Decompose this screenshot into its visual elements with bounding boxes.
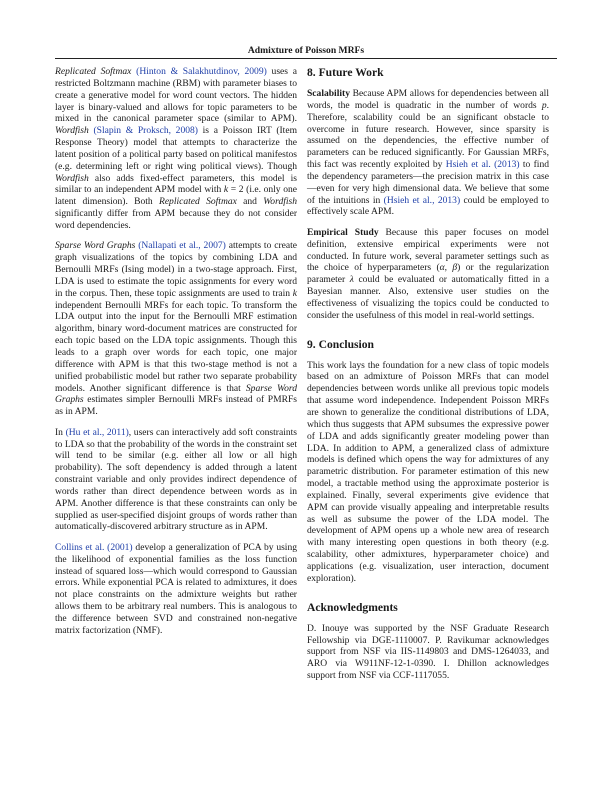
left-column	[55, 66, 297, 645]
math: λ	[349, 274, 354, 286]
text: could be evaluated or automatically fitted in a Bayesian manner. Also, extensive user studies on the effectiveness of visualizing the topics could be conducted to consider the usefulness of this model in real-world settings.	[307, 274, 549, 321]
text: is a Poisson IRT (Item Response Theory) model that attempts to characterize the latent position of a political party based on political manifestos (e.g. determining left or right wing political views). Though	[55, 125, 297, 172]
text: independent Bernoulli MRFs for each topic. To transform the LDA output into the input for the Bernoulli MRF estimation algorithm, binary word-document matrices are constructed for each topic based on the LDA topic assignments. Though this leads to a graph over words for each topic, one major difference with APM is that this two-stage method is not a unified probabilistic model but rather two separate probability models. Another significant difference is that	[55, 299, 297, 394]
paragraph-heading: Empirical Study	[307, 226, 379, 238]
text: = 2 (i.e. only one latent dimension). Both	[55, 184, 297, 208]
text: , users can interactively add soft constraints to LDA so that the probability of the words in the constraint set will tend to be similar (e.g. either all low or all high probability). The soft dependency is added through a latent constraint variable and only provides indirect dependence of words rather than direct dependence between words as in APM. Another difference is that these constraints can only be supplied as user-specified disjoint groups of words rather than automatically-discovered arbitrary structure as in APM.	[55, 426, 297, 533]
text: attempts to create graph visualizations of the topics by combining LDA and Bernoulli MRFs (Ising model) in a two-stage approach. First, LDA is used to estimate the topic assignments for every word in the corpus. Then, these topic assignments are used to train	[55, 240, 298, 299]
citation-link[interactable]: (Hinton & Salakhutdinov, 2009)	[136, 66, 267, 77]
citation-link[interactable]: (Nallapati et al., 2007)	[138, 240, 226, 252]
citation-link[interactable]: (Hu et al., 2011)	[65, 426, 129, 438]
text: In	[55, 426, 66, 438]
paragraph-scalability	[307, 88, 549, 218]
text: Because APM allows for dependencies between all words, the model is quadratic in the number of words	[307, 88, 549, 111]
text: and	[236, 196, 264, 208]
term: Replicated Softmax	[55, 66, 132, 77]
citation-link[interactable]: (Slapin & Proksch, 2008)	[93, 125, 198, 137]
math: α, β	[439, 262, 458, 274]
running-head: Admixture of Poisson MRFs	[247, 45, 365, 56]
paragraph-empirical-study	[307, 227, 549, 322]
right-column	[307, 66, 549, 690]
text: develop a generalization of PCA by using the likelihood of exponential families as the loss function instead of squared loss—which would correspond to Gaussian errors. While exponential PCA is related to admixtures, it does not place constraints on the admixture weights but rather allows them to be arbitrary real numbers. This is analogous to the difference between SVD and constrained non-negative matrix factorization (NMF).	[55, 541, 298, 636]
math: p	[541, 99, 547, 111]
paragraph-exponential-pca	[55, 542, 297, 637]
citation-link[interactable]: Collins et al. (2001)	[55, 541, 133, 553]
text: uses a restricted Boltzmann machine (RBM) with parameter biases to create a generative model for word count vectors. The hidden layer is binary-valued and allows for topic parameters to be mixed in the canonical parameter space (similar to APM).	[55, 66, 298, 125]
term: Wordfish	[263, 196, 298, 208]
term: Sparse Word Graphs	[55, 382, 297, 406]
term: Wordfish	[55, 172, 89, 184]
text: ) or the regularization parameter	[307, 262, 549, 286]
text: estimates simpler Bernoulli MRFs instead of PMRFs as in APM.	[55, 394, 297, 418]
section-heading-future-work: 8. Future Work	[307, 66, 384, 79]
section-heading-conclusion: 9. Conclusion	[307, 337, 375, 351]
text: Because this paper focuses on model definition, extensive empirical experiments were not conducted. In future work, several parameter settings such as the choice of hyperparameters (	[307, 226, 549, 274]
paragraph-interactive-lda	[55, 427, 297, 534]
text: could be employed to effectively scale APM.	[307, 194, 549, 218]
paragraph-replicated-softmax	[55, 66, 297, 232]
citation-link[interactable]: (Hsieh et al., 2013)	[383, 194, 461, 206]
term: Sparse Word Graphs	[55, 240, 136, 252]
citation-link[interactable]: Hsieh et al. (2013)	[445, 159, 520, 171]
term: Replicated Softmax	[158, 196, 237, 208]
section-heading-acknowledgments: Acknowledgments	[307, 600, 398, 614]
math: k	[223, 184, 229, 196]
math: k	[292, 287, 297, 299]
term: Wordfish	[55, 125, 89, 137]
text: to find the dependency parameters—the precision matrix in this case—even for very high dimensional data. We believe that some of the intuitions in	[307, 159, 549, 206]
text: significantly differ from APM because they do not consider word dependencies.	[55, 208, 297, 231]
paragraph-conclusion: This work lays the foundation for a new class of topic models based on an admixture of Poisson MRFs that can model dependencies between words unlike all previous topic models that assume word independence. Independent Poisson MRFs are shown to generalize the conditional distributions of LDA, which thus suggests that APM subsumes the expressive power of LDA and adds significantly greater modeling power than LDA. In addition to APM, a generalized class of admixture models is defined which opens the way for admixtures of any parametric distribution. For parameter estimation of this new model, a tractable method using the approximate posterior is explained. Finally, several experiments give evidence that APM can provide visually appealing and interpretable results as well as subsume the power of the LDA model. The development of APM opens up a whole new area of research with many interesting open questions in both theory (e.g. scalability, other admixtures, hyperparameter choice) and applications (e.g. visualization, user interaction, document exploration).	[307, 359, 549, 584]
paragraph-acknowledgments: D. Inouye was supported by the NSF Graduate Research Fellowship via DGE-1110007. P. Ravikumar acknowledges support from NSF via IIS-1149803 and DMS-1264033, and ARO via W911NF-12-1-0390. I. Dhillon acknowledges support from NSF via CCF-1117055.	[307, 622, 549, 682]
header-rule	[55, 58, 557, 59]
paragraph-sparse-word-graphs	[55, 240, 297, 418]
text: . Therefore, scalability could be an significant obstacle to overcome in future research. However, since sparsity is assumed on the dependencies, the effective number of parameters can be reduced significantly. For Gaussian MRFs, this fact was recently exploited by	[307, 99, 549, 171]
paragraph-heading: Scalability	[307, 88, 350, 99]
text: also adds fixed-effect parameters, this model is similar to an independent APM model with	[55, 172, 297, 196]
